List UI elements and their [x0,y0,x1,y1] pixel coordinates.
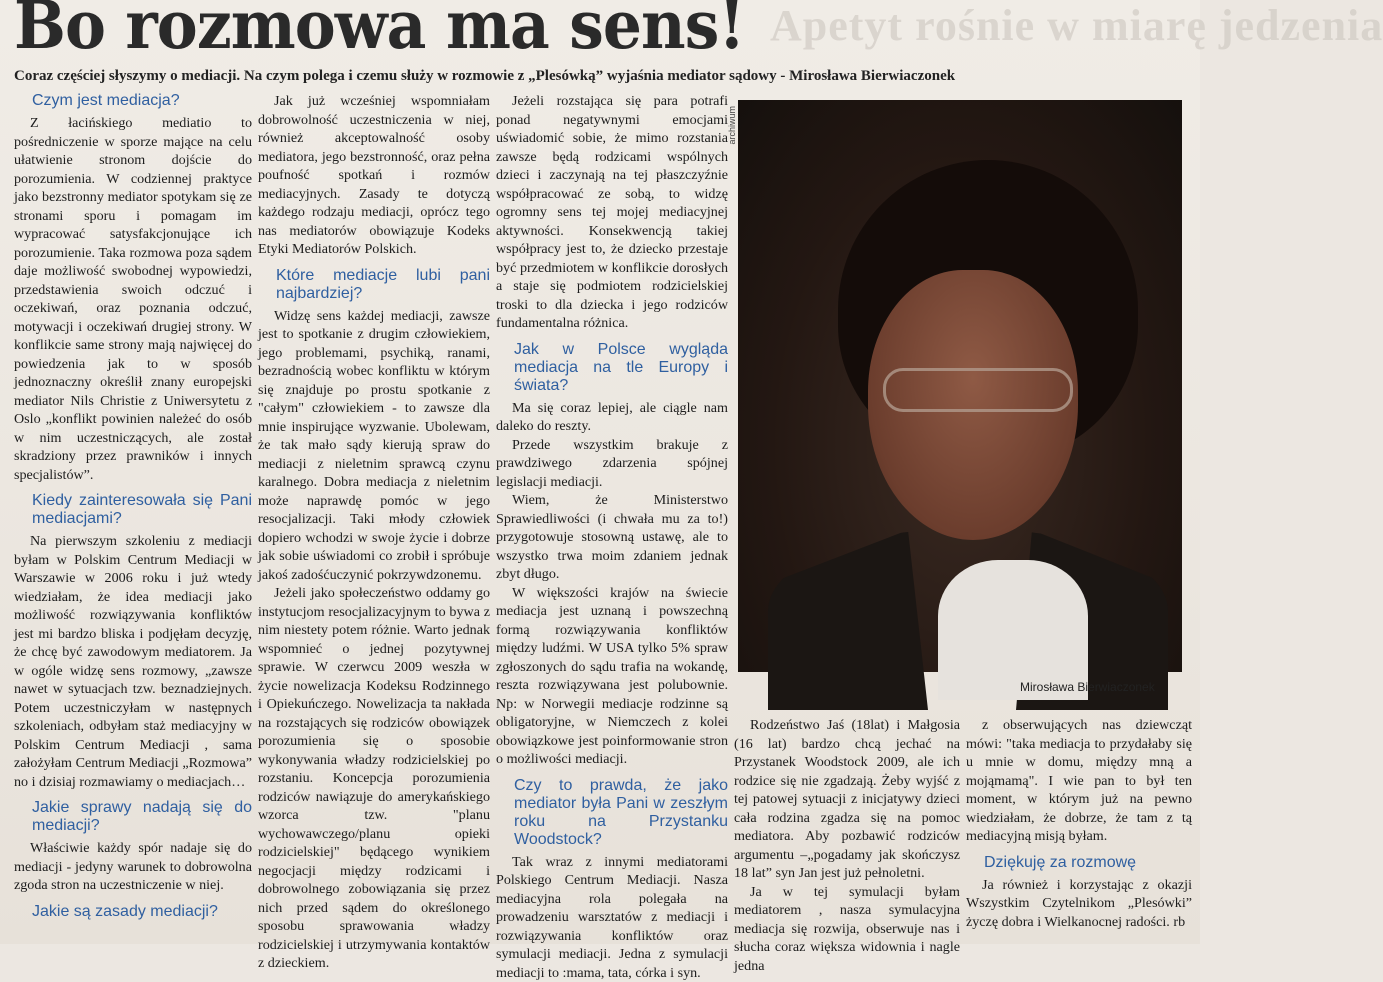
answer-paragraph: W większości krajów na świecie mediacja jest uznaną i powszechną formą rozwiązywania konfliktów między ludźmi. W USA tylko 5% spraw zgłoszonych do sądu trafia na wokandę, reszta rozwiązywana jest polubownie. Np: w Norwegii mediacje rodzinne są obligatoryjne, w Niemczech z kolei obowiązkowe jest poinformowanie stron o możliwości mediacji. [496,584,728,769]
column-4 [734,716,960,975]
neighbor-article-headline: Apetyt rośnie w miarę jedzenia [770,0,1383,51]
question-heading: Kiedy zainteresowała się Pani mediacjami? [32,492,252,528]
column-3 [496,92,728,982]
question-heading: Jakie są zasady mediacji? [32,903,252,921]
column-2 [258,92,490,973]
answer-paragraph: Z łacińskiego mediatio to pośredniczenie w sporze mające na celu ułatwienie stronom dojście do porozumienia. W codziennej praktyce jako bezstronny mediator spotykam się ze stronami sporu i pomagam im wypracować satysfakcjonujące ich porozumienie. Taka rozmowa poza sądem daje możliwość swobodnej wypowiedzi, przedstawienia swoich odczuć i oczekiwań, oraz poznania odczuć, motywacji i oczekiwań drugiej strony. W konflikcie same strony mają najwięcej do powiedzenia jak to w sposób jednoznaczny określił znany europejski mediator Nils Christie z Uniwersytetu z Oslo „konflikt powinien należeć do osób w nim uczestniczących, ale został skradziony przez prawników i innych specjalistów”. [14,114,252,484]
question-heading: Dziękuję za rozmowę [984,854,1192,872]
question-heading: Czy to prawda, że jako mediator była Pani w zeszłym roku na Przystanku Woodstock? [514,777,728,849]
photo-glasses-shape [883,368,1073,412]
author-signature: rb [1173,914,1185,930]
question-heading: Jak w Polsce wygląda mediacja na tle Europy i świata? [514,341,728,395]
question-heading: Czym jest mediacja? [32,92,252,110]
article-headline: Bo rozmowa ma sens! [14,0,744,64]
answer-paragraph: Rodzeństwo Jaś (18lat) i Małgosia (16 lat) bardzo chcą jechać na Przystanek Woodstock 2009, ale ich rodzice się nie zgadzają. Żeby wyjść z tej patowej sytuacji z inicjatywy dzieci cała rodzina zgadza się na pomoc mediatora. Aby pozbawić rodziców argumentu –„pogadamy jak skończysz 18 lat” syn Jan jest już pełnoletni. [734,716,960,883]
column-1 [14,92,252,925]
answer-paragraph: Jeżeli rozstająca się para potrafi ponad negatywnymi emocjami uświadomić sobie, że mimo rozstania zawsze będą rodzicami wspólnych dzieci i zaczynają na tej płaszczyźnie współpracować ze sobą, to widzę ogromny sens tej mojej mediacyjnej aktywności. Konsekwencją takiej współpracy jest to, że dziecko przestaje być przedmiotem w konflikcie dorosłych a staje się podmiotem rodzicielskiej troski to dla dziecka i jego rodziców fundamentalna różnica. [496,92,728,333]
answer-paragraph: Na pierwszym szkoleniu z mediacji byłam w Polskim Centrum Mediacji w Warszawie w 2006 roku i już wtedy wiedziałam, że idea mediacji jako możliwość rozwiązywania konfliktów jest mi bardzo bliska i podjęłam decyzję, że chcę być zawodowym mediatorem. Ja w ogóle widzę sens rozmowy, „zawsze nawet w sytuacjach tzw. beznadziejnych. Potem uczestniczyłam w następnych szkoleniach, odbyłam staż mediacyjny w Polskim Centrum Mediacji , sama założyłam Centrum Mediacji „Rozmowa” no i dzisiaj rozmawiamy o mediacjach… [14,532,252,791]
answer-paragraph [966,876,1192,932]
answer-paragraph: Właściwie każdy spór nadaje się do mediacji - jedyny warunek to dobrowolna zgoda stron na uczestniczenie w niej. [14,839,252,895]
answer-paragraph: Jeżeli jako społeczeństwo oddamy go instytucjom resocjalizacyjnym to bywa z nim niestety potem różnie. Warto jednak wspomnieć o jednej pozytywnej sprawie. W czerwcu 2009 weszła w życie nowelizacja Kodeksu Rodzinnego i Opiekuńczego. Nowelizacja ta nakłada na rozstających się rodziców obowiązek porozumienia się o sposobie wykonywania władzy rodzicielskiej po rozstaniu. Koncepcja porozumienia rodziców nawiązuje do amerykańskiego wzorca tzw. "planu wychowawczego/planu opieki rodzicielskiej" będącego wynikiem negocjacji między rodzicami i dobrowolnego zobowiązania się przez nich przed sądem do określonego sposobu sprawowania władzy rodzicielskiej i utrzymywania kontaktów z dzieckiem. [258,584,490,973]
column-5 [966,716,1192,931]
photo-caption: Mirosława Bierwiaczonek [1020,680,1155,694]
question-heading: Które mediacje lubi pani najbardziej? [276,267,490,303]
answer-paragraph: Ja w tej symulacji byłam mediatorem , nasza symulacyjna mediacja się rozwija, obserwuje nas i słucha coraz większa widownia i nagle jedna [734,883,960,976]
photo-shirt-shape [938,560,1088,700]
answer-paragraph: Wiem, że Ministerstwo Sprawiedliwości (i chwała mu za to!) przygotowuje stosowną ustawę, ale to wszystko trwa moim zdaniem jednak zbyt długo. [496,491,728,584]
answer-paragraph: Ma się coraz lepiej, ale ciągle nam daleko do reszty. [496,399,728,436]
closing-text: Ja również i korzystając z okazji Wszystkim Czytelnikom „Plesówki” życzę dobra i Wielkanocnej radości. [966,877,1192,930]
answer-paragraph: z obserwujących nas dziewcząt mówi: "taka mediacja to przydałaby się u mnie w domu, między mną a mojąmamą". I wie pan to był ten moment, w którym już na pewno wiedziałam, że dobrze, że tam z tą mediacyjną misją byłam. [966,716,1192,846]
portrait-photo [738,100,1182,672]
answer-paragraph: Widzę sens każdej mediacji, zawsze jest to spotkanie z drugim człowiekiem, jego problemami, psychiką, ranami, bezradnością wobec konfliktu w którym się znajduje po prostu spotkanie z "całym" człowiekiem - to zawsze dla mnie inspirujące wyzwanie. Ubolewam, że tak mało sądy kierują spraw do mediacji z nieletnim sprawcą czynu karalnego. Dobra mediacja z nieletnim może naprawdę pomóc w jego resocjalizacji. Taki młody człowiek dopiero wchodzi w swoje życie i dobrze jak sobie uświadomi co zrobił i spróbuje jakoś zadośćuczynić pokrzywdzonemu. [258,307,490,585]
answer-paragraph: Przede wszystkim brakuje z prawdziwego zdarzenia spójnej legislacji mediacji. [496,436,728,492]
photo-credit: archiwum [727,106,737,145]
article-lead: Coraz częściej słyszymy o mediacji. Na czym polega i czemu służy w rozmowie z „Plesówką” wyjaśnia mediator sądowy - Mirosława Bierwiaczonek [14,68,1194,85]
question-heading: Jakie sprawy nadają się do mediacji? [32,799,252,835]
answer-paragraph: Tak wraz z innymi mediatorami Polskiego Centrum Mediacji. Nasza mediacyjna rola polegała na prowadzeniu warsztatów z mediacji i rozwiązywania konfliktów oraz symulacji mediacji. Jedna z symulacji mediacji to :mama, tata, córka i syn. [496,853,728,982]
answer-paragraph: Jak już wcześniej wspomniałam dobrowolność uczestniczenia w niej, również akceptowalność osoby mediatora, jego bezstronność, oraz pełna poufność spotkań i rozmów mediacyjnych. Zasady te dotyczą każdego rodzaju mediacji, oprócz tego nas mediatorów obowiązuje Kodeks Etyki Mediatorów Polskich. [258,92,490,259]
